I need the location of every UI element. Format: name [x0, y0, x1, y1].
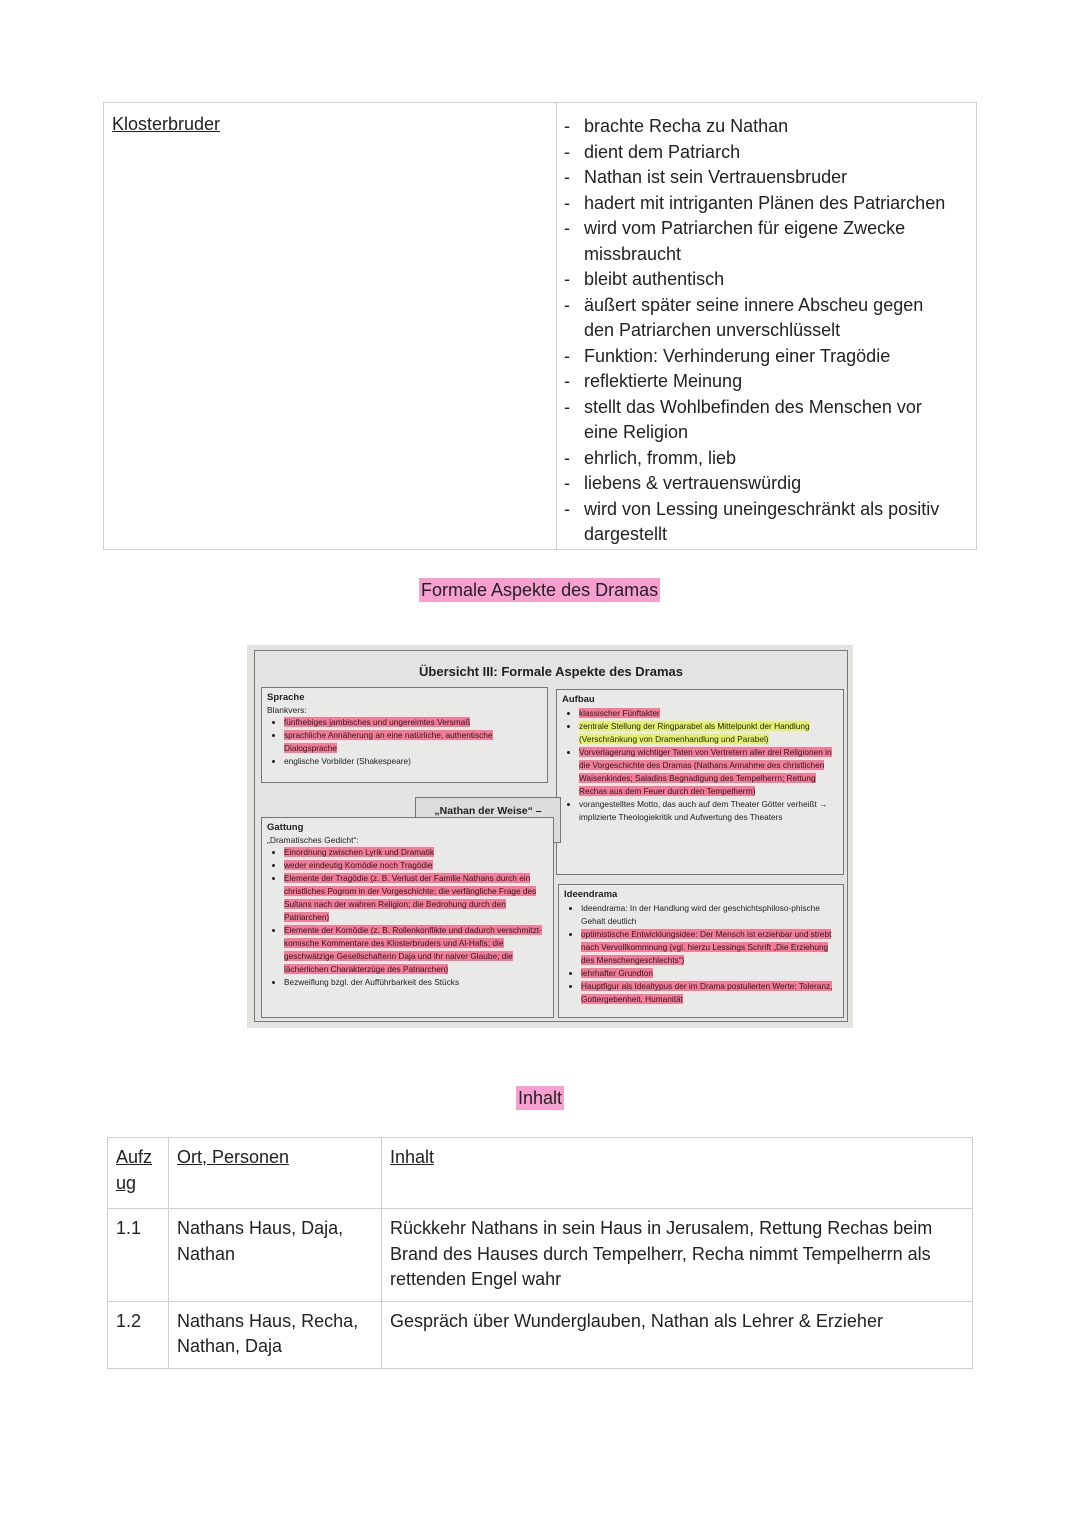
cell-inhalt: Gespräch über Wunderglauben, Nathan als Lehrer & Erzieher: [382, 1301, 973, 1368]
ideendrama-item: • Hauptfigur als Idealtypus der im Drama postulierten Werte: Toleranz, Gottergebenheit, Humanität: [581, 980, 839, 1006]
cell-ort: Nathans Haus, Recha, Nathan, Daja: [169, 1301, 382, 1368]
overview-frame: [254, 650, 848, 1022]
content-table: [107, 1137, 973, 1369]
box-gattung-title: Gattung: [267, 822, 304, 833]
trait-item: - hadert mit intriganten Plänen des Patriarchen: [584, 191, 976, 217]
aufbau-item: • klassischer Fünftakter: [579, 707, 839, 720]
box-sprache-sub: Blankvers:: [267, 705, 307, 715]
box-gattung: [261, 817, 554, 1018]
character-name: Klosterbruder: [104, 103, 557, 550]
ideendrama-item: • lehrhafter Grundton: [581, 967, 839, 980]
character-traits-list: [557, 103, 976, 548]
overview-title: Übersicht III: Formale Aspekte des Dramas: [419, 664, 683, 679]
cell-aufzug: 1.2: [108, 1301, 169, 1368]
box-aufbau-title: Aufbau: [562, 694, 595, 705]
table-row: [108, 1301, 973, 1368]
header-inhalt: Inhalt: [382, 1138, 973, 1209]
trait-item: - Nathan ist sein Vertrauensbruder: [584, 165, 976, 191]
trait-item: - brachte Recha zu Nathan: [584, 114, 976, 140]
gattung-item: • Elemente der Tragödie (z. B. Verlust der Familie Nathans durch ein christliches Pogrom in der Vorgeschichte; die verfängliche Frage des Sultans nach der wahren Religion; die Bedrohung durch den Patriarchen): [284, 872, 549, 924]
sprache-item: • fünfhebiges jambisches und ungereimtes Versmaß: [284, 716, 543, 729]
sprache-item: • sprachliche Annäherung an eine natürliche, authentische Dialogsprache: [284, 729, 543, 755]
trait-item: - liebens & vertrauenswürdig: [584, 471, 976, 497]
box-ideendrama-title: Ideendrama: [564, 889, 618, 900]
trait-item: - wird von Lessing uneingeschränkt als positiv dargestellt: [584, 497, 976, 548]
header-aufzug: Aufz ug: [108, 1138, 169, 1209]
table-row: [108, 1209, 973, 1302]
gattung-item: • Einordnung zwischen Lyrik und Dramatik: [284, 846, 549, 859]
box-gattung-sub: „Dramatisches Gedicht“:: [267, 835, 359, 845]
sprache-item: • englische Vorbilder (Shakespeare): [284, 755, 543, 768]
trait-item: - wird vom Patriarchen für eigene Zwecke missbraucht: [584, 216, 976, 267]
trait-item: - äußert später seine innere Abscheu gegen den Patriarchen unverschlüsselt: [584, 293, 976, 344]
ideendrama-item: • Ideendrama: In der Handlung wird der geschichtsphiloso-phische Gehalt deutlich: [581, 902, 839, 928]
table-header-row: [108, 1138, 973, 1209]
trait-item: - bleibt authentisch: [584, 267, 976, 293]
section-heading-inhalt: Inhalt: [518, 1088, 563, 1108]
trait-item: - ehrlich, fromm, lieb: [584, 446, 976, 472]
aufbau-item: • Vorverlagerung wichtiger Taten von Vertretern aller drei Religionen in die Vorgeschichte des Dramas (Nathans Annahme des christlichen Waisenkindes; Saladins Begnadigung des Tempelherrn; Rettung Rechas aus dem Feuer durch den Tempelherrn): [579, 746, 839, 798]
overview-photo: [247, 645, 853, 1028]
aufbau-item: • vorangestelltes Motto, das auch auf dem Theater Götter verheißt → implizierte Theologiekritik und Aufwertung des Theaters: [579, 798, 839, 824]
gattung-item: • Bezweiflung bzgl. der Aufführbarkeit des Stücks: [284, 976, 549, 989]
gattung-item: • weder eindeutig Komödie noch Tragödie: [284, 859, 549, 872]
gattung-item: • Elemente der Komödie (z. B. Rollenkonflikte und dadurch verschmitzt-komische Kommentare des Klosterbruders und Al-Hafis; die geschwätzige Gesellschafterin Daja und ihr naiver Glaube; die lächerlichen Charakterzüge des Patriarchen): [284, 924, 549, 976]
aufbau-item: • zentrale Stellung der Ringparabel als Mittelpunkt der Handlung (Verschränkung von Dramenhandlung und Parabel): [579, 720, 839, 746]
cell-ort: Nathans Haus, Daja, Nathan: [169, 1209, 382, 1302]
box-sprache: [261, 687, 548, 783]
trait-item: - Funktion: Verhinderung einer Tragödie: [584, 344, 976, 370]
box-ideendrama: [558, 884, 844, 1018]
trait-item: - reflektierte Meinung: [584, 369, 976, 395]
header-ort: Ort, Personen: [169, 1138, 382, 1209]
cell-aufzug: 1.1: [108, 1209, 169, 1302]
character-table: [103, 102, 977, 550]
box-aufbau: [556, 689, 844, 875]
trait-item: - dient dem Patriarch: [584, 140, 976, 166]
trait-item: - stellt das Wohlbefinden des Menschen vor eine Religion: [584, 395, 976, 446]
box-sprache-title: Sprache: [267, 692, 305, 703]
center-line-1: „Nathan der Weise“ –: [434, 805, 542, 817]
cell-inhalt: Rückkehr Nathans in sein Haus in Jerusalem, Rettung Rechas beim Brand des Hauses durch Tempelherr, Recha nimmt Tempelherrn als rettenden Engel wahr: [382, 1209, 973, 1302]
ideendrama-item: • optimistische Entwicklungsidee: Der Mensch ist erziehbar und strebt nach Vervollkommnung (vgl. hierzu Lessings Schrift „Die Erziehung des Menschengeschlechts“): [581, 928, 839, 967]
character-traits-cell: [557, 103, 977, 550]
section-heading-formal: Formale Aspekte des Dramas: [421, 580, 659, 600]
